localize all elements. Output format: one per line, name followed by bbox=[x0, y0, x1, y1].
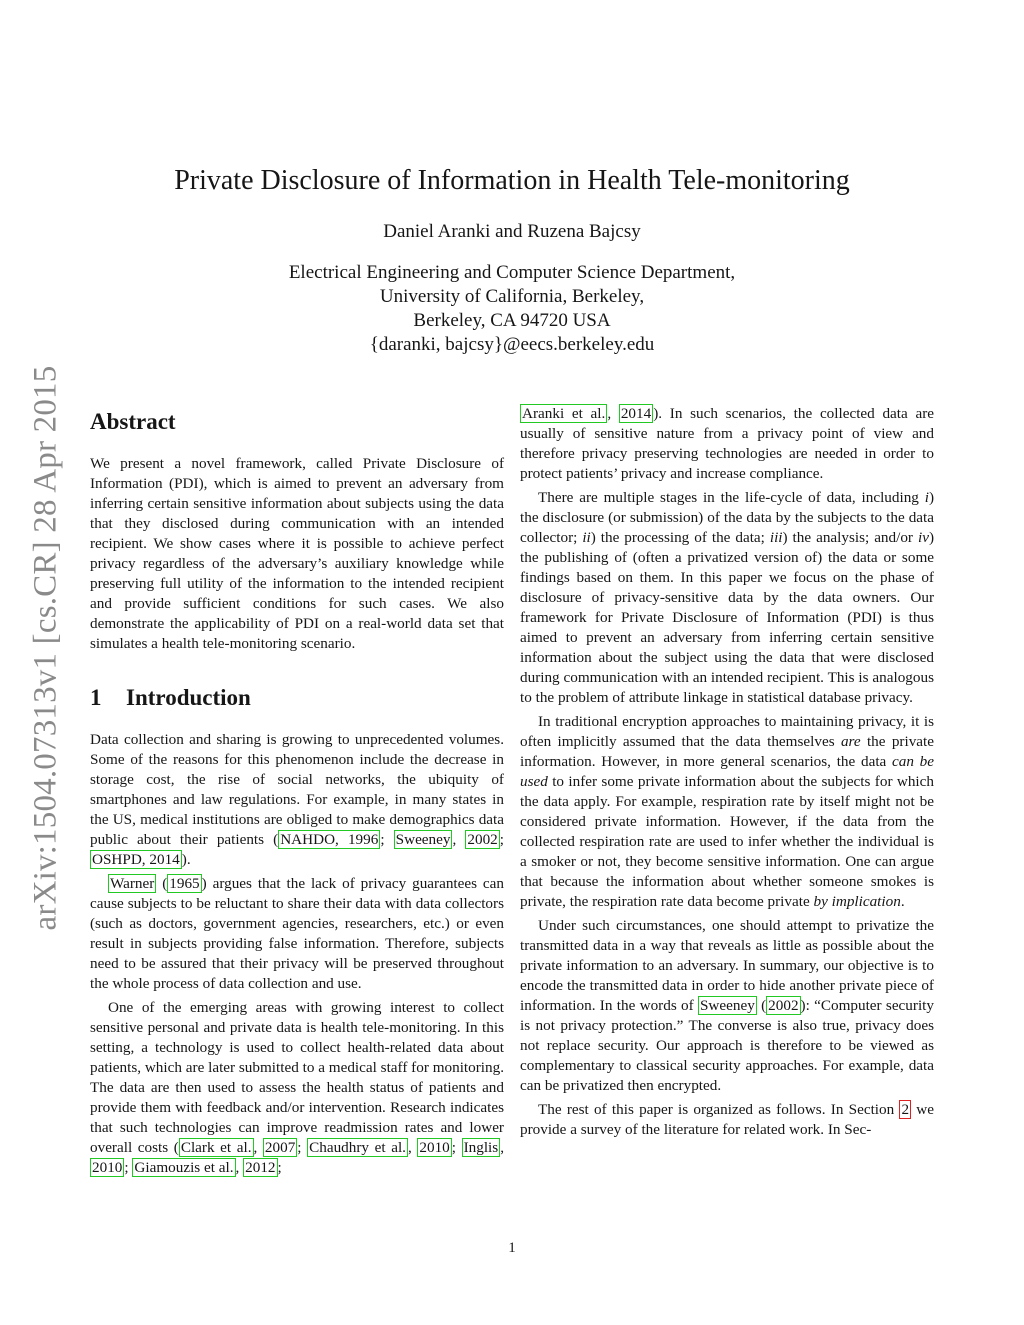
citation-link[interactable]: Clark et al. bbox=[180, 1139, 252, 1156]
intro-paragraph-2: Warner ( 1965 ) argues that the lack of privacy guarantees can cause subjects to be reluctant to share their data with data collectors (such as doctors, government agencies, researchers, etc.) or even result in subjects providing false information. Therefore, subjects need to be assured that their privacy will be preserved throughout the whole process of data collection and use. bbox=[90, 875, 504, 992]
italic-text: i bbox=[924, 489, 929, 506]
intro-paragraph-5 bbox=[520, 712, 934, 912]
paragraph-text: ) the publishing of (often a privatized version of) the data or some findings based on them. In this paper we focus on the phase of disclosure of privacy-sensitive data by the data owners. Our framework for Private Disclosure of Information (PDI) is thus aimed to prevent an adversary from inferring certain sensitive information about the subject using the data that were disclosed during communication with an intended recipient. This is analogous to the problem of attribute linkage in statistical database privacy. bbox=[520, 529, 934, 706]
citation-link[interactable]: 2012 bbox=[245, 1159, 276, 1176]
paragraph-text: ): “Computer security is not privacy protection.” The converse is also true, privacy does not replace security. Our approach is therefore to be viewed as complementary to classical security approaches. For example, data can be privatized then encrypted. bbox=[520, 997, 934, 1094]
citation-link[interactable]: 2007 bbox=[264, 1139, 296, 1156]
paragraph-text: the private information. However, in more general scenarios, the data bbox=[520, 733, 934, 770]
citation-link[interactable]: OSHPD, 2014 bbox=[92, 851, 180, 868]
page-number: 1 bbox=[508, 1240, 516, 1256]
citation-link[interactable]: Chaudhry et al. bbox=[309, 1139, 406, 1156]
italic-text: iv bbox=[917, 529, 929, 546]
arxiv-identifier-text: arXiv:1504.07313v1 [cs.CR] 28 Apr 2015 bbox=[27, 365, 64, 931]
intro-paragraph-3: One of the emerging areas with growing interest to collect sensitive personal and private data is health tele-monitoring. In this setting, a technology is used to collect health-related data about patients, which are later submitted to a medical staff for monitoring. The data are then used to assess the health status of patients and provide them with feedback and/or intervention. Research indicates that such technologies can improve readmission rates and lower overall costs ( Clark et al. , 2007 ; Chaudhry et al. , 2010 ; Inglis , 2010 ; Giamouzis et al. , 2012 ; bbox=[90, 999, 504, 1176]
abstract-heading: Abstract bbox=[90, 409, 176, 434]
affiliation-line-2: University of California, Berkeley, bbox=[379, 286, 645, 307]
citation-link[interactable]: 2010 bbox=[92, 1159, 123, 1176]
citation-link[interactable]: Sweeney bbox=[699, 997, 755, 1014]
paragraph-text: ) argues that the lack of privacy guarantees can cause subjects to be reluctant to share their data with data collectors (such as doctors, government agencies, researchers, etc.) or even result in subjects providing false information. Therefore, subjects need to be assured that their privacy will be preserved throughout the whole process of data collection and use. bbox=[90, 875, 504, 992]
paragraph-text: There are multiple stages in the life-cycle of data, including bbox=[538, 489, 925, 506]
intro-paragraph-6: Under such circumstances, one should attempt to privatize the transmitted data in a way that reveals as little as possible about the private information to an adversary. In summary, our objective is to encode the transmitted data in order to hide another private piece of information. In the words of Sweeney ( 2002 ): “Computer security is not privacy protection.” The converse is also true, privacy does not replace security. Our approach is therefore to be viewed as complementary to classical security approaches. For example, data can be privatized then encrypted. bbox=[520, 917, 934, 1094]
citation-link[interactable]: Aranki et al. bbox=[522, 405, 606, 422]
italic-text: ii bbox=[582, 529, 591, 546]
citation-link[interactable]: Warner bbox=[110, 875, 155, 892]
paragraph-text: ). bbox=[181, 851, 191, 868]
intro-paragraph-1: Data collection and sharing is growing to unprecedented volumes. Some of the reasons for this phenomenon include the decrease in storage cost, the rise of social networks, the ubiquity of smartphones and law regulations. For example, in many states in the US, medical institutions are obliged to make demographics data public about their patients ( NAHDO, 1996 ; Sweeney , 2002 ; OSHPD, 2014 ). bbox=[90, 731, 504, 868]
paragraph-text: ) the disclosure (or submission) of the data by the subjects to the data collector; bbox=[520, 489, 934, 546]
paragraph-text: One of the emerging areas with growing interest to collect sensitive personal and private data is health tele-monitoring. In this setting, a technology is used to collect health-related data about patients, which are later submitted to a medical staff for monitoring. The data are then used to assess the health status of patients and provide them with feedback and/or intervention. Research indicates that such technologies can improve readmission rates and lower overall costs ( bbox=[90, 999, 504, 1156]
affiliation-block bbox=[0, 261, 1024, 357]
italic-text: can be used bbox=[520, 753, 935, 790]
citation-link[interactable]: 2002 bbox=[768, 997, 799, 1014]
citation-link[interactable]: Inglis bbox=[463, 1139, 499, 1156]
paragraph-text: Under such circumstances, one should attempt to privatize the transmitted data in a way that reveals as little as possible about the private information to an adversary. In summary, our objective is to encode the transmitted data in order to hide another private piece of information. In the words of bbox=[520, 917, 934, 1014]
citation-link[interactable]: 1965 bbox=[169, 875, 200, 892]
citation-link[interactable]: Sweeney bbox=[395, 831, 451, 848]
intro-paragraph-4 bbox=[520, 488, 934, 708]
citation-link[interactable]: 2014 bbox=[620, 405, 652, 422]
paragraph-text: to infer some private information about the subjects for which the data apply. For example, respiration rate by itself might not be considered private information. However, if the data from the collected respiration rate are used to infer whether the individual is a smoker or not, they become sensitive information. One can argue that because the information about whether someone smokes is private, the respiration rate data become private bbox=[520, 773, 934, 910]
right-column bbox=[520, 404, 934, 1144]
paragraph-text: ). In such scenarios, the collected data are usually of sensitive nature from a privacy point of view and therefore privacy preserving technologies are needed in order to protect patients’ privacy and increase compliance. bbox=[520, 405, 934, 482]
intro-paragraph-7 bbox=[520, 1100, 934, 1140]
paragraph-text: Data collection and sharing is growing to unprecedented volumes. Some of the reasons for this phenomenon include the decrease in storage cost, the rise of social networks, the ubiquity of smartphones and law regulations. For example, in many states in the US, medical institutions are obliged to make demographics data public about their patients ( bbox=[90, 731, 504, 848]
affiliation-line-3: Berkeley, CA 94720 USA bbox=[413, 310, 611, 331]
introduction-heading bbox=[90, 684, 504, 712]
italic-text: iii bbox=[769, 529, 783, 546]
left-column bbox=[90, 404, 504, 1182]
intro-paragraph-3-continued: Aranki et al. , 2014 ). In such scenarios, the collected data are usually of sensitive nature from a privacy point of view and therefore privacy preserving technologies are needed in order to protect patients’ privacy and increase compliance. bbox=[520, 405, 934, 482]
paragraph-text: . bbox=[900, 893, 905, 910]
citation-link[interactable]: NAHDO, 1996 bbox=[280, 831, 379, 848]
section-ref-link[interactable]: 2 bbox=[901, 1101, 910, 1118]
section-number: 1 bbox=[90, 685, 102, 710]
paragraph-text: In traditional encryption approaches to maintaining privacy, it is often implicitly assumed that the data themselves bbox=[520, 713, 934, 750]
paragraph-text: we provide a survey of the literature for related work. In Sec- bbox=[520, 1101, 934, 1138]
paragraph-text: ) the processing of the data; bbox=[590, 529, 770, 546]
section-title: Introduction bbox=[126, 685, 251, 710]
italic-text: are bbox=[840, 733, 861, 750]
paragraph-text: The rest of this paper is organized as follows. In Section bbox=[538, 1101, 900, 1118]
italic-text: by implication bbox=[813, 893, 901, 910]
paper-title: Private Disclosure of Information in Health Tele-monitoring bbox=[174, 165, 850, 196]
abstract-text: We present a novel framework, called Private Disclosure of Information (PDI), which is aimed to prevent an adversary from inferring certain sensitive information about subjects using the data that they disclosed during communication with an intended recipient. We show cases where it is possible to achieve perfect privacy regardless of the adversary’s auxiliary knowledge while preserving full utility of the information to the intended recipient and provide sufficient conditions for such cases. We also demonstrate the applicability of PDI on a real-world data set that simulates a health tele-monitoring scenario. bbox=[90, 455, 504, 652]
arxiv-identifier bbox=[28, 350, 64, 946]
paragraph-text: ) the analysis; and/or bbox=[782, 529, 918, 546]
citation-link[interactable]: 2010 bbox=[419, 1139, 450, 1156]
affiliation-email: {daranki, bajcsy}@eecs.berkeley.edu bbox=[369, 334, 655, 355]
affiliation-line-1: Electrical Engineering and Computer Science Department, bbox=[288, 262, 736, 283]
paper-authors: Daniel Aranki and Ruzena Bajcsy bbox=[383, 221, 641, 242]
citation-link[interactable]: Giamouzis et al. bbox=[134, 1159, 234, 1176]
citation-link[interactable]: 2002 bbox=[467, 831, 498, 848]
